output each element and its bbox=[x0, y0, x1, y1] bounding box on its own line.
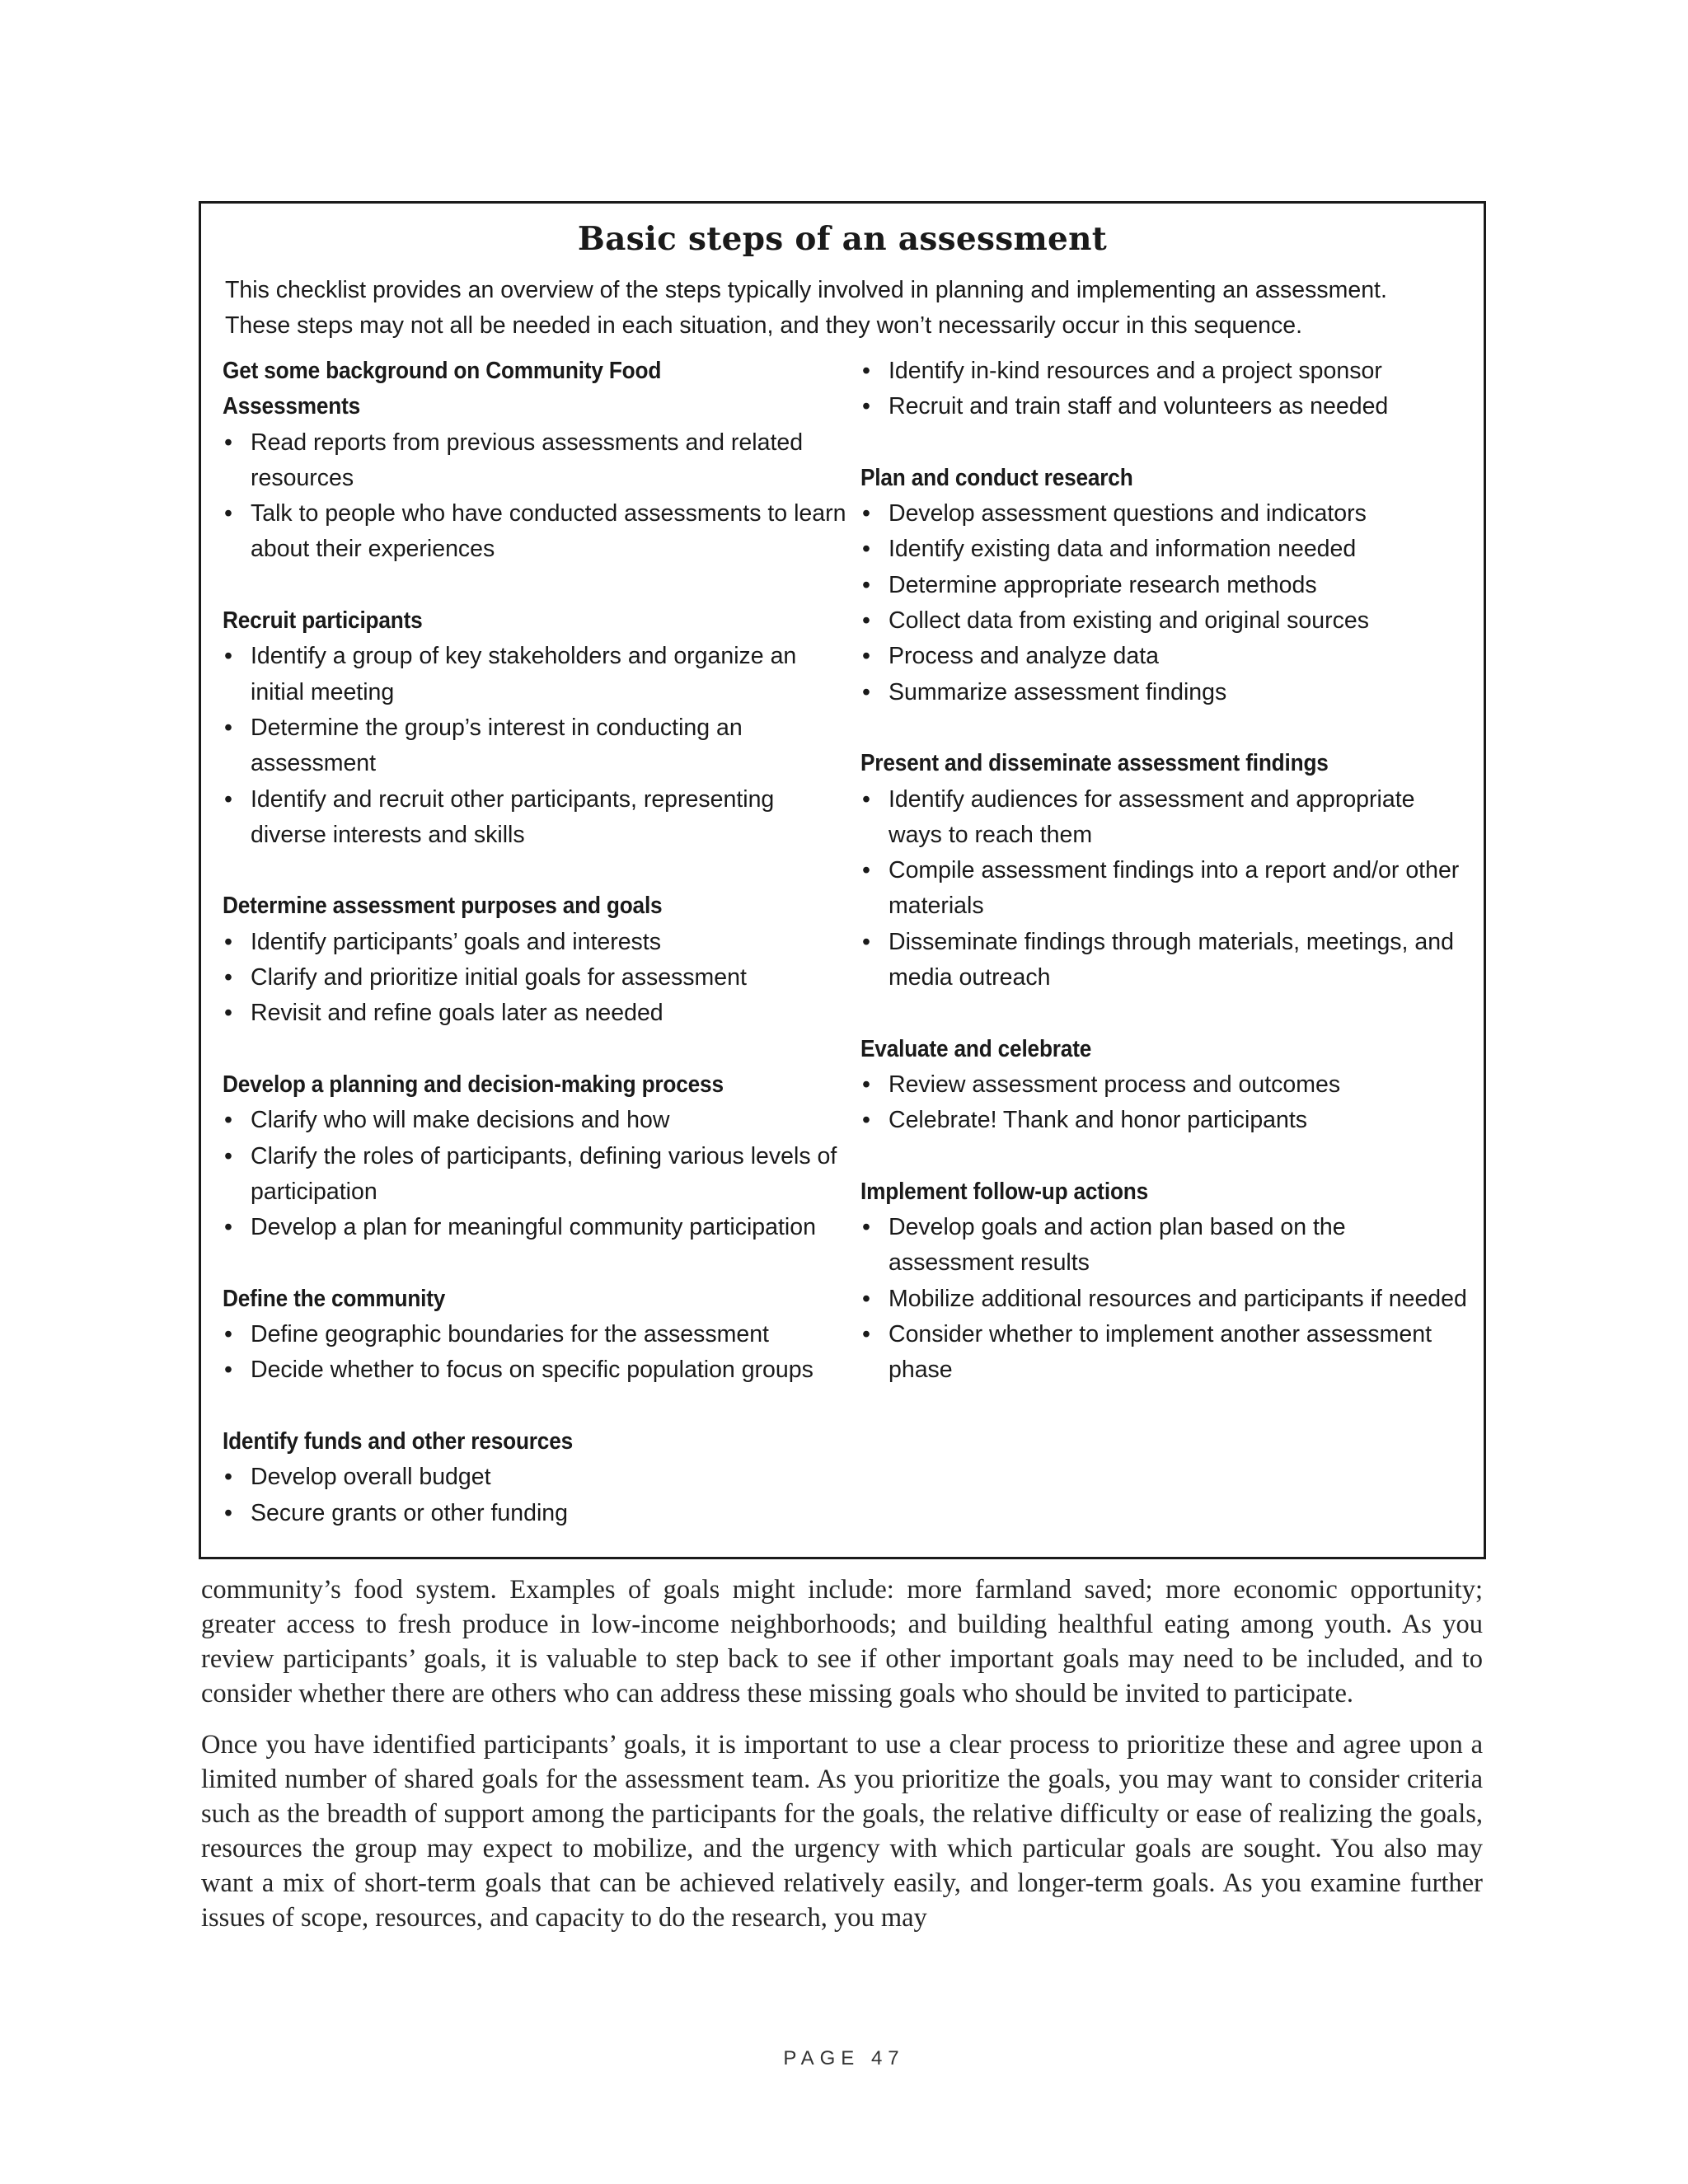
bullet-icon: • bbox=[862, 928, 870, 955]
checklist-section bbox=[223, 1067, 849, 1245]
checklist-columns bbox=[223, 354, 1467, 1526]
bullet-icon: • bbox=[224, 964, 232, 991]
bullet-icon: • bbox=[224, 1214, 232, 1241]
checklist-item bbox=[860, 532, 1470, 567]
page-number: PAGE 47 bbox=[783, 2047, 905, 2069]
section-heading: Determine assessment purposes and goals bbox=[223, 893, 663, 920]
checklist-item-text: Identify in-kind resources and a project sponsor bbox=[889, 358, 1382, 384]
checklist-list bbox=[860, 354, 1470, 425]
checklist-item-text: Recruit and train staff and volunteers as needed bbox=[889, 393, 1389, 420]
checklist-item bbox=[223, 425, 849, 497]
bullet-icon: • bbox=[224, 714, 232, 741]
checklist-section bbox=[223, 1424, 849, 1531]
checklist-item bbox=[860, 568, 1470, 603]
bullet-icon: • bbox=[862, 536, 870, 563]
checklist-list bbox=[860, 496, 1470, 710]
checklist-item bbox=[860, 675, 1470, 710]
checklist-item bbox=[860, 496, 1470, 532]
checklist-section bbox=[860, 461, 1470, 710]
checklist-item-text: Celebrate! Thank and honor participants bbox=[889, 1107, 1308, 1134]
bullet-icon: • bbox=[862, 643, 870, 670]
bullet-icon: • bbox=[862, 358, 870, 384]
bullet-icon: • bbox=[862, 857, 870, 884]
checklist-item bbox=[860, 603, 1470, 639]
checklist-item-text: Process and analyze data bbox=[889, 643, 1159, 670]
checklist-item bbox=[860, 853, 1470, 925]
checklist-item-text: Develop assessment questions and indicators bbox=[889, 500, 1367, 527]
checklist-item-text: Identify participants’ goals and interests bbox=[251, 928, 661, 955]
bullet-icon: • bbox=[224, 643, 232, 670]
checklist-list bbox=[223, 1317, 849, 1389]
bullet-icon: • bbox=[862, 571, 870, 598]
bullet-icon: • bbox=[224, 1107, 232, 1134]
checklist-item bbox=[223, 1460, 849, 1495]
section-heading: Define the community bbox=[223, 1285, 446, 1312]
checklist-item bbox=[223, 1139, 849, 1211]
bullet-icon: • bbox=[862, 1071, 870, 1098]
bullet-icon: • bbox=[224, 1499, 232, 1526]
checklist-item-text: Determine the group’s interest in conducting an assessment bbox=[251, 714, 743, 777]
section-heading: Present and disseminate assessment findings bbox=[860, 750, 1329, 777]
checklist-item bbox=[223, 639, 849, 710]
checklist-list bbox=[223, 425, 849, 568]
checklist-item bbox=[860, 1210, 1470, 1282]
checklist-box bbox=[199, 201, 1486, 1559]
bullet-icon: • bbox=[862, 1214, 870, 1241]
checklist-item-text: Clarify who will make decisions and how bbox=[251, 1107, 670, 1134]
checklist-item-text: Revisit and refine goals later as needed bbox=[251, 1000, 663, 1027]
checklist-item bbox=[223, 925, 849, 960]
body-paragraph: community’s food system. Examples of goals might include: more farmland saved; more economic opportunity; greater access to fresh produce in low-income neighborhoods; and building healthful eating among youth. As you review participants’ goals, it is valuable to step back to see if other important goals may need to be included, and to consider whether there are others who can address these missing goals who should be invited to participate. bbox=[201, 1575, 1483, 1708]
checklist-list bbox=[860, 1210, 1470, 1388]
section-heading: Get some background on Community Food Assessments bbox=[223, 358, 662, 420]
checklist-item bbox=[223, 1496, 849, 1531]
checklist-item bbox=[860, 782, 1470, 854]
checklist-section-continuation bbox=[860, 354, 1470, 425]
body-paragraph: Once you have identified participants’ goals, it is important to use a clear process to prioritize these and agree upon a limited number of shared goals for the assessment team. As you prioritize the goals, you may want to consider criteria such as the breadth of support among the participants for the goals, the relative difficulty or ease of realizing the goals, resources the group may expect to mobilize, and the urgency with which particular goals are sought. You also may want a mix of short-term goals that can be achieved relatively easily, and longer-term goals. As you examine further issues of scope, resources, and capacity to do the research, you may bbox=[201, 1730, 1483, 1933]
body-text bbox=[201, 1572, 1483, 1952]
checklist-item-text: Clarify and prioritize initial goals for assessment bbox=[251, 964, 747, 991]
bullet-icon: • bbox=[224, 928, 232, 955]
checklist-list bbox=[223, 639, 849, 853]
checklist-item bbox=[223, 996, 849, 1031]
checklist-section bbox=[860, 746, 1470, 996]
bullet-icon: • bbox=[862, 1107, 870, 1134]
bullet-icon: • bbox=[862, 607, 870, 635]
checklist-item-text: Identify a group of key stakeholders and organize an initial meeting bbox=[251, 643, 797, 705]
right-column bbox=[860, 354, 1470, 1389]
section-heading: Evaluate and celebrate bbox=[860, 1035, 1092, 1062]
section-heading: Recruit participants bbox=[223, 607, 423, 635]
section-heading: Develop a planning and decision-making process bbox=[223, 1071, 724, 1098]
checklist-item-text: Clarify the roles of participants, defining various levels of participation bbox=[251, 1142, 837, 1205]
checklist-item-text: Summarize assessment findings bbox=[889, 678, 1227, 705]
bullet-icon: • bbox=[224, 785, 232, 813]
checklist-item bbox=[860, 925, 1470, 996]
bullet-icon: • bbox=[862, 1321, 870, 1348]
bullet-icon: • bbox=[862, 500, 870, 527]
checklist-list bbox=[860, 782, 1470, 996]
bullet-icon: • bbox=[862, 785, 870, 813]
checklist-item bbox=[223, 960, 849, 996]
section-heading: Identify funds and other resources bbox=[223, 1427, 573, 1455]
checklist-item bbox=[860, 1103, 1470, 1138]
left-column bbox=[223, 354, 849, 1531]
checklist-item-text: Develop a plan for meaningful community participation bbox=[251, 1214, 816, 1241]
checklist-section bbox=[223, 1282, 849, 1389]
checklist-item-text: Identify audiences for assessment and appropriate ways to reach them bbox=[889, 785, 1415, 848]
checklist-item bbox=[223, 1210, 849, 1245]
bullet-icon: • bbox=[224, 1142, 232, 1169]
checklist-item bbox=[223, 1317, 849, 1352]
checklist-item bbox=[860, 1282, 1470, 1317]
checklist-section bbox=[860, 1032, 1470, 1139]
bullet-icon: • bbox=[862, 1285, 870, 1312]
box-title: Basic steps of an assessment bbox=[577, 220, 1108, 258]
checklist-item-text: Consider whether to implement another assessment phase bbox=[889, 1321, 1432, 1384]
checklist-item-text: Develop goals and action plan based on the assessment results bbox=[889, 1214, 1346, 1277]
checklist-item-text: Identify existing data and information needed bbox=[889, 536, 1357, 563]
checklist-list bbox=[223, 925, 849, 1032]
checklist-list bbox=[223, 1103, 849, 1245]
bullet-icon: • bbox=[224, 1321, 232, 1348]
intro-line: These steps may not all be needed in each situation, and they won’t necessarily occur in this sequence. bbox=[225, 312, 1303, 339]
checklist-section bbox=[223, 354, 849, 568]
checklist-item-text: Collect data from existing and original sources bbox=[889, 607, 1369, 635]
checklist-item bbox=[860, 1317, 1470, 1389]
checklist-item-text: Compile assessment findings into a report and/or other materials bbox=[889, 857, 1460, 920]
checklist-item bbox=[860, 389, 1470, 424]
checklist-item-text: Decide whether to focus on specific population groups bbox=[251, 1357, 814, 1384]
checklist-item-text: Disseminate findings through materials, meetings, and media outreach bbox=[889, 928, 1454, 991]
checklist-item-text: Review assessment process and outcomes bbox=[889, 1071, 1341, 1098]
checklist-item bbox=[223, 1103, 849, 1138]
checklist-item bbox=[223, 710, 849, 782]
checklist-section bbox=[223, 603, 849, 853]
checklist-item bbox=[860, 1067, 1470, 1103]
section-heading: Plan and conduct research bbox=[860, 464, 1133, 491]
checklist-item-text: Talk to people who have conducted assessments to learn about their experiences bbox=[251, 500, 846, 563]
checklist-item-text: Secure grants or other funding bbox=[251, 1499, 568, 1526]
bullet-icon: • bbox=[862, 678, 870, 705]
section-heading: Implement follow-up actions bbox=[860, 1178, 1149, 1205]
checklist-list bbox=[223, 1460, 849, 1531]
checklist-section bbox=[223, 888, 849, 1031]
checklist-item bbox=[860, 354, 1470, 389]
bullet-icon: • bbox=[224, 1000, 232, 1027]
checklist-item-text: Identify and recruit other participants, representing diverse interests and skills bbox=[251, 785, 775, 848]
checklist-section bbox=[860, 1174, 1470, 1389]
checklist-item bbox=[223, 1352, 849, 1388]
checklist-item-text: Determine appropriate research methods bbox=[889, 571, 1317, 598]
bullet-icon: • bbox=[224, 1357, 232, 1384]
intro-line: This checklist provides an overview of the steps typically involved in planning and implementing an assessment. bbox=[225, 277, 1387, 303]
bullet-icon: • bbox=[224, 429, 232, 456]
checklist-item-text: Define geographic boundaries for the assessment bbox=[251, 1321, 769, 1348]
checklist-item-text: Develop overall budget bbox=[251, 1464, 491, 1491]
checklist-item bbox=[223, 496, 849, 568]
bullet-icon: • bbox=[224, 500, 232, 527]
bullet-icon: • bbox=[224, 1464, 232, 1491]
box-intro bbox=[225, 273, 1462, 344]
checklist-item-text: Mobilize additional resources and participants if needed bbox=[889, 1285, 1467, 1312]
checklist-item bbox=[223, 782, 849, 854]
bullet-icon: • bbox=[862, 393, 870, 420]
checklist-item-text: Read reports from previous assessments and related resources bbox=[251, 429, 804, 491]
checklist-item bbox=[860, 639, 1470, 674]
checklist-list bbox=[860, 1067, 1470, 1139]
